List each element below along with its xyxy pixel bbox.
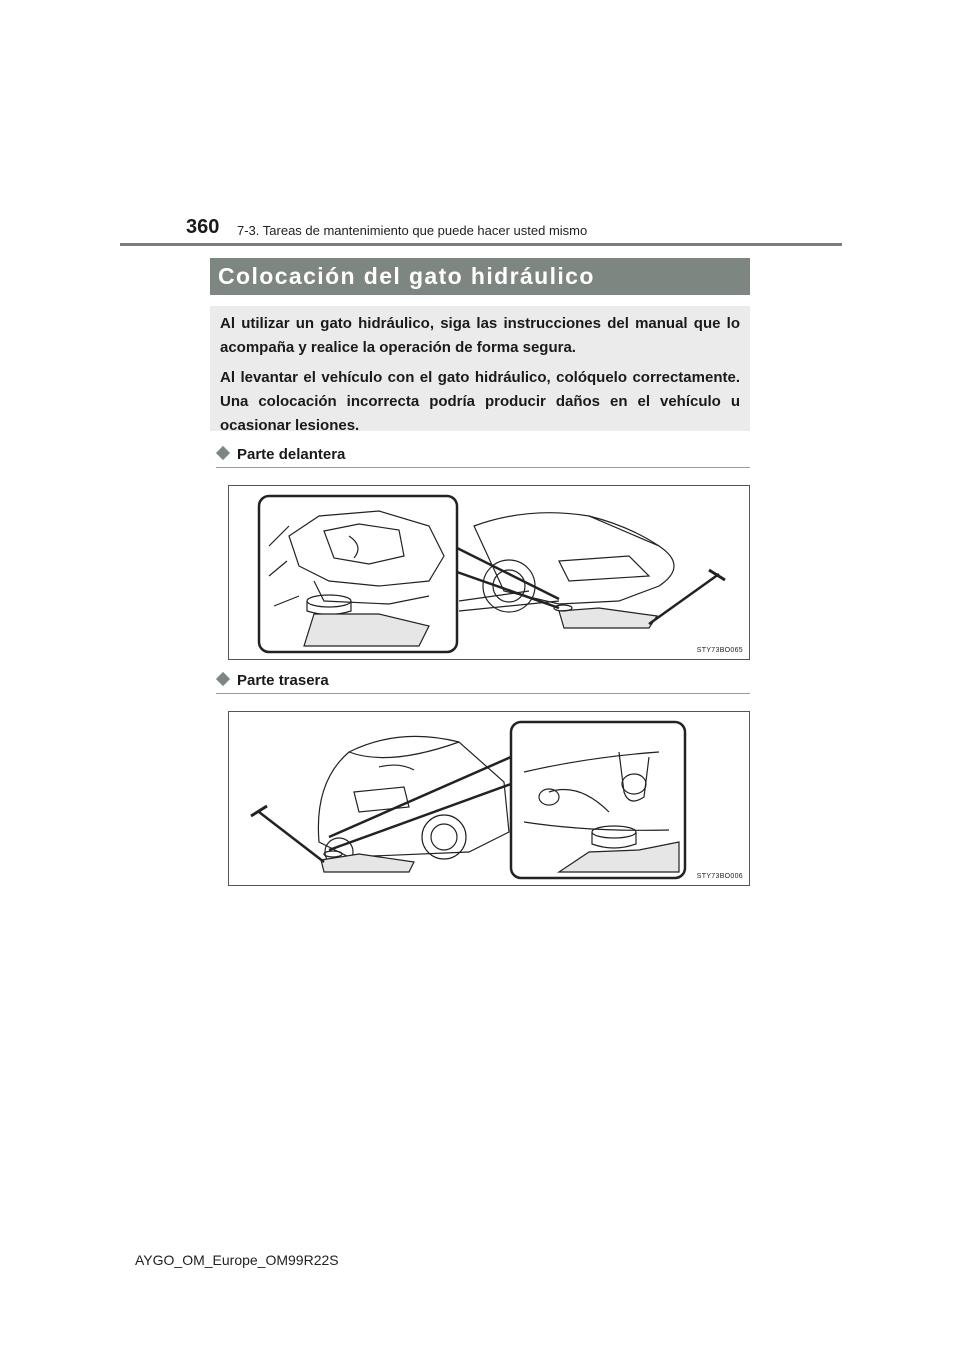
rear-figure-code: STY73BO006	[696, 873, 743, 880]
rear-jack-illustration	[228, 711, 750, 886]
diamond-bullet-icon	[216, 446, 230, 460]
front-jack-drawing	[229, 486, 749, 659]
rear-heading-label: Parte trasera	[237, 672, 329, 689]
section-reference: 7-3. Tareas de mantenimiento que puede hacer usted mismo	[237, 223, 588, 238]
rear-jack-drawing	[229, 712, 749, 885]
front-figure-code: STY73BO065	[696, 647, 743, 654]
front-jack-illustration	[228, 485, 750, 660]
front-heading	[218, 446, 345, 463]
intro-paragraph-2: Al levantar el vehículo con el gato hidráulico, colóquelo correctamente. Una colocación incorrecta podría producir daños en el vehículo u ocasionar lesiones.	[220, 369, 740, 434]
page-number: 360	[186, 216, 220, 238]
document-id: AYGO_OM_Europe_OM99R22S	[135, 1252, 339, 1268]
rear-heading-rule	[216, 693, 750, 694]
front-heading-rule	[216, 467, 750, 468]
page-title: Colocación del gato hidráulico	[210, 258, 750, 295]
rear-heading	[218, 672, 329, 689]
intro-paragraph-1: Al utilizar un gato hidráulico, siga las instrucciones del manual que lo acompaña y realice la operación de forma segura.	[220, 315, 740, 356]
front-heading-label: Parte delantera	[237, 446, 346, 463]
intro-box	[210, 306, 750, 434]
header-divider	[120, 243, 842, 246]
diamond-bullet-icon	[216, 672, 230, 686]
